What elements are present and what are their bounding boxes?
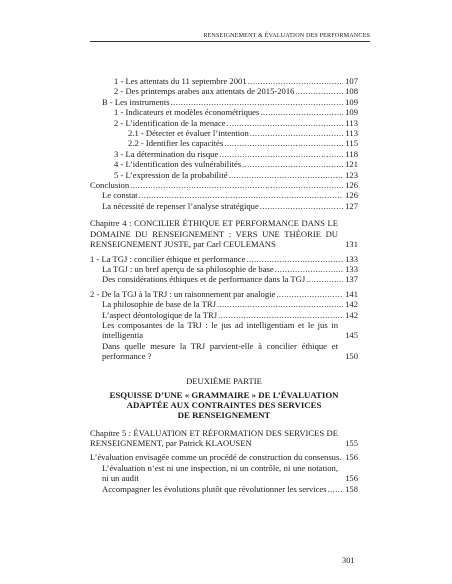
dot-leader [227, 118, 343, 128]
toc-entry-title: L’aspect déontologique de la TRJ [102, 309, 218, 320]
toc-entry-page: 133 [345, 263, 358, 274]
toc-entry [90, 218, 358, 249]
dot-leader [306, 274, 343, 284]
toc-entry-page: 133 [345, 253, 358, 264]
toc-entry-page: 156 [345, 452, 358, 463]
toc-entry-title: 2 - L’identification de la menace [114, 117, 226, 128]
toc-entry-title: La philosophie de base de la TRJ [102, 299, 216, 310]
toc-entry-page: 107 [345, 76, 358, 86]
toc-entry [90, 190, 358, 200]
dot-leader [328, 484, 343, 494]
toc-entry [90, 128, 358, 138]
toc-entry [90, 452, 358, 462]
toc-entry-page: 109 [345, 107, 358, 118]
toc-entry-page: 141 [345, 288, 358, 299]
toc-entry-title: 1 - Indicateurs et modèles économétriques [114, 107, 260, 118]
dot-leader [229, 170, 343, 180]
dot-leader [242, 159, 343, 169]
toc-entry-page: 121 [345, 159, 358, 170]
toc-group-trj [90, 289, 358, 362]
dot-leader [342, 452, 343, 462]
toc-entry-page: 118 [345, 148, 358, 159]
toc-entry [90, 341, 358, 362]
toc-entry-title: Dans quelle mesure la TRJ parvient-elle à concilier éthique et performance ? [102, 340, 338, 362]
toc-entry-page: 113 [345, 128, 358, 139]
toc-entry-page: 115 [345, 138, 358, 149]
dot-leader [260, 107, 343, 117]
toc-entry [90, 76, 358, 86]
part-label: DEUXIÈME PARTIE [186, 375, 262, 386]
toc-entry-page: 127 [345, 200, 358, 211]
toc-entry-title: 4 - L’identification des vulnérabilités [114, 159, 242, 170]
toc-entry-title: Les composantes de la TRJ : le jus ad intelligentiam et le jus in intelligentia [102, 319, 338, 341]
dot-leader [219, 149, 343, 159]
toc-entry [90, 484, 358, 494]
toc-entry-title: 1 - La TGJ : concilier éthique et performance [90, 253, 246, 264]
toc-entry [90, 159, 358, 169]
toc-entry [90, 320, 358, 341]
toc-entry-title: Des considérations éthiques et de performance dans la TGJ [102, 274, 306, 285]
toc-entry [90, 180, 358, 190]
running-header: RENSEIGNEMENT & ÉVALUATION DES PERFORMANCES [90, 32, 370, 42]
toc-entry-title: B - Les instruments [102, 96, 170, 107]
table-of-contents [90, 76, 358, 494]
toc-entry-title: L’évaluation envisagée comme un procédé de construction du consensus. [90, 452, 342, 463]
part-title [90, 390, 358, 421]
dot-leader [276, 289, 343, 299]
dot-leader [295, 86, 343, 96]
toc-entry-title: 2.2 - Identifier les capacités [128, 138, 224, 149]
toc-entry [90, 107, 358, 117]
toc-entry-page: 126 [345, 190, 358, 201]
toc-entry-page: 126 [345, 180, 358, 191]
toc-entry [90, 310, 358, 320]
toc-entry-page: 131 [345, 239, 358, 250]
toc-entry-title: 3 - La détermination du risque [114, 148, 219, 159]
toc-entry [90, 149, 358, 159]
part-title-line1: ESQUISSE D’UNE « GRAMMAIRE » DE L’ÉVALUATION [109, 389, 339, 400]
toc-entry-title: Chapitre 4 : CONCILIER ÉTHIQUE ET PERFORMANCE DANS LE DOMAINE DU RENSEIGNEMENT : VERS UNE THÉORIE DU RENSEIGNEMENT JUSTE, par Carl CEULEMANS [90, 218, 338, 250]
toc-entry [90, 138, 358, 148]
part-title-line3: DE RENSEIGNEMENT [177, 410, 271, 421]
toc-entry-page: 145 [345, 330, 358, 341]
dot-leader [130, 180, 343, 190]
toc-entry [90, 264, 358, 274]
toc-entry [90, 254, 358, 264]
toc-entry [90, 299, 358, 309]
toc-entry-page: 123 [345, 169, 358, 180]
toc-entry-page: 150 [345, 351, 358, 362]
dot-leader [224, 138, 343, 148]
toc-entry [90, 463, 358, 484]
toc-entry-page: 158 [345, 483, 358, 494]
dot-leader [246, 254, 343, 264]
toc-entry-title: 2 - Des printemps arabes aux attentats de 2015-2016 [114, 86, 295, 97]
part-title-line2: ADAPTÉE AUX CONTRAINTES DES SERVICES [126, 400, 322, 411]
dot-leader [217, 299, 343, 309]
toc-entry-page: 108 [345, 86, 358, 97]
toc-group-chapter5 [90, 452, 358, 494]
toc-entry-page: 155 [345, 437, 358, 448]
dot-leader [275, 264, 343, 274]
toc-entry-page: 142 [345, 299, 358, 310]
toc-entry [90, 97, 358, 107]
toc-entry-page: 137 [345, 274, 358, 285]
toc-entry [90, 274, 358, 284]
toc-entry-title: Accompagner les évolutions plutôt que révolutionner les services [102, 483, 327, 494]
toc-entry [90, 201, 358, 211]
dot-leader [218, 310, 343, 320]
toc-entry-page: 109 [345, 96, 358, 107]
toc-entry [90, 289, 358, 299]
dot-leader [248, 76, 343, 86]
dot-leader [250, 128, 343, 138]
toc-entry-title: Chapitre 5 : ÉVALUATION ET RÉFORMATION DES SERVICES DE RENSEIGNEMENT, par Patrick KLAOUSEN [90, 427, 338, 448]
toc-entry-title: 2 - De la TGJ à la TRJ : un raisonnement par analogie [90, 288, 276, 299]
toc-group-tgj [90, 254, 358, 285]
toc-entry-title: Le constat [102, 190, 138, 201]
toc-entry [90, 428, 358, 449]
dot-leader [139, 190, 343, 200]
toc-entry-page: 156 [345, 473, 358, 484]
page-number: 301 [342, 556, 355, 565]
chapter-4-heading [90, 218, 358, 249]
chapter-5-heading [90, 428, 358, 449]
toc-entry [90, 170, 358, 180]
toc-group-chapter3 [90, 76, 358, 211]
toc-entry-page: 142 [345, 309, 358, 320]
toc-entry-title: L’évaluation n’est ni une inspection, ni un contrôle, ni une notation, ni un audit [102, 462, 338, 484]
toc-entry-title: 5 - L’expression de la probabilité [114, 169, 228, 180]
toc-entry-title: 2.1 - Détecter et évaluer l’intention [128, 128, 249, 139]
toc-entry-title: Conclusion [90, 180, 130, 191]
dot-leader [260, 201, 343, 211]
toc-entry-title: La TGJ : un bref aperçu de sa philosophie de base [102, 263, 274, 274]
toc-entry [90, 118, 358, 128]
dot-leader [171, 97, 343, 107]
toc-entry-title: La nécessité de repenser l’analyse stratégique [102, 200, 259, 211]
toc-entry [90, 86, 358, 96]
toc-entry-title: 1 - Les attentats du 11 septembre 2001 [114, 76, 247, 86]
toc-entry-page: 113 [345, 117, 358, 128]
